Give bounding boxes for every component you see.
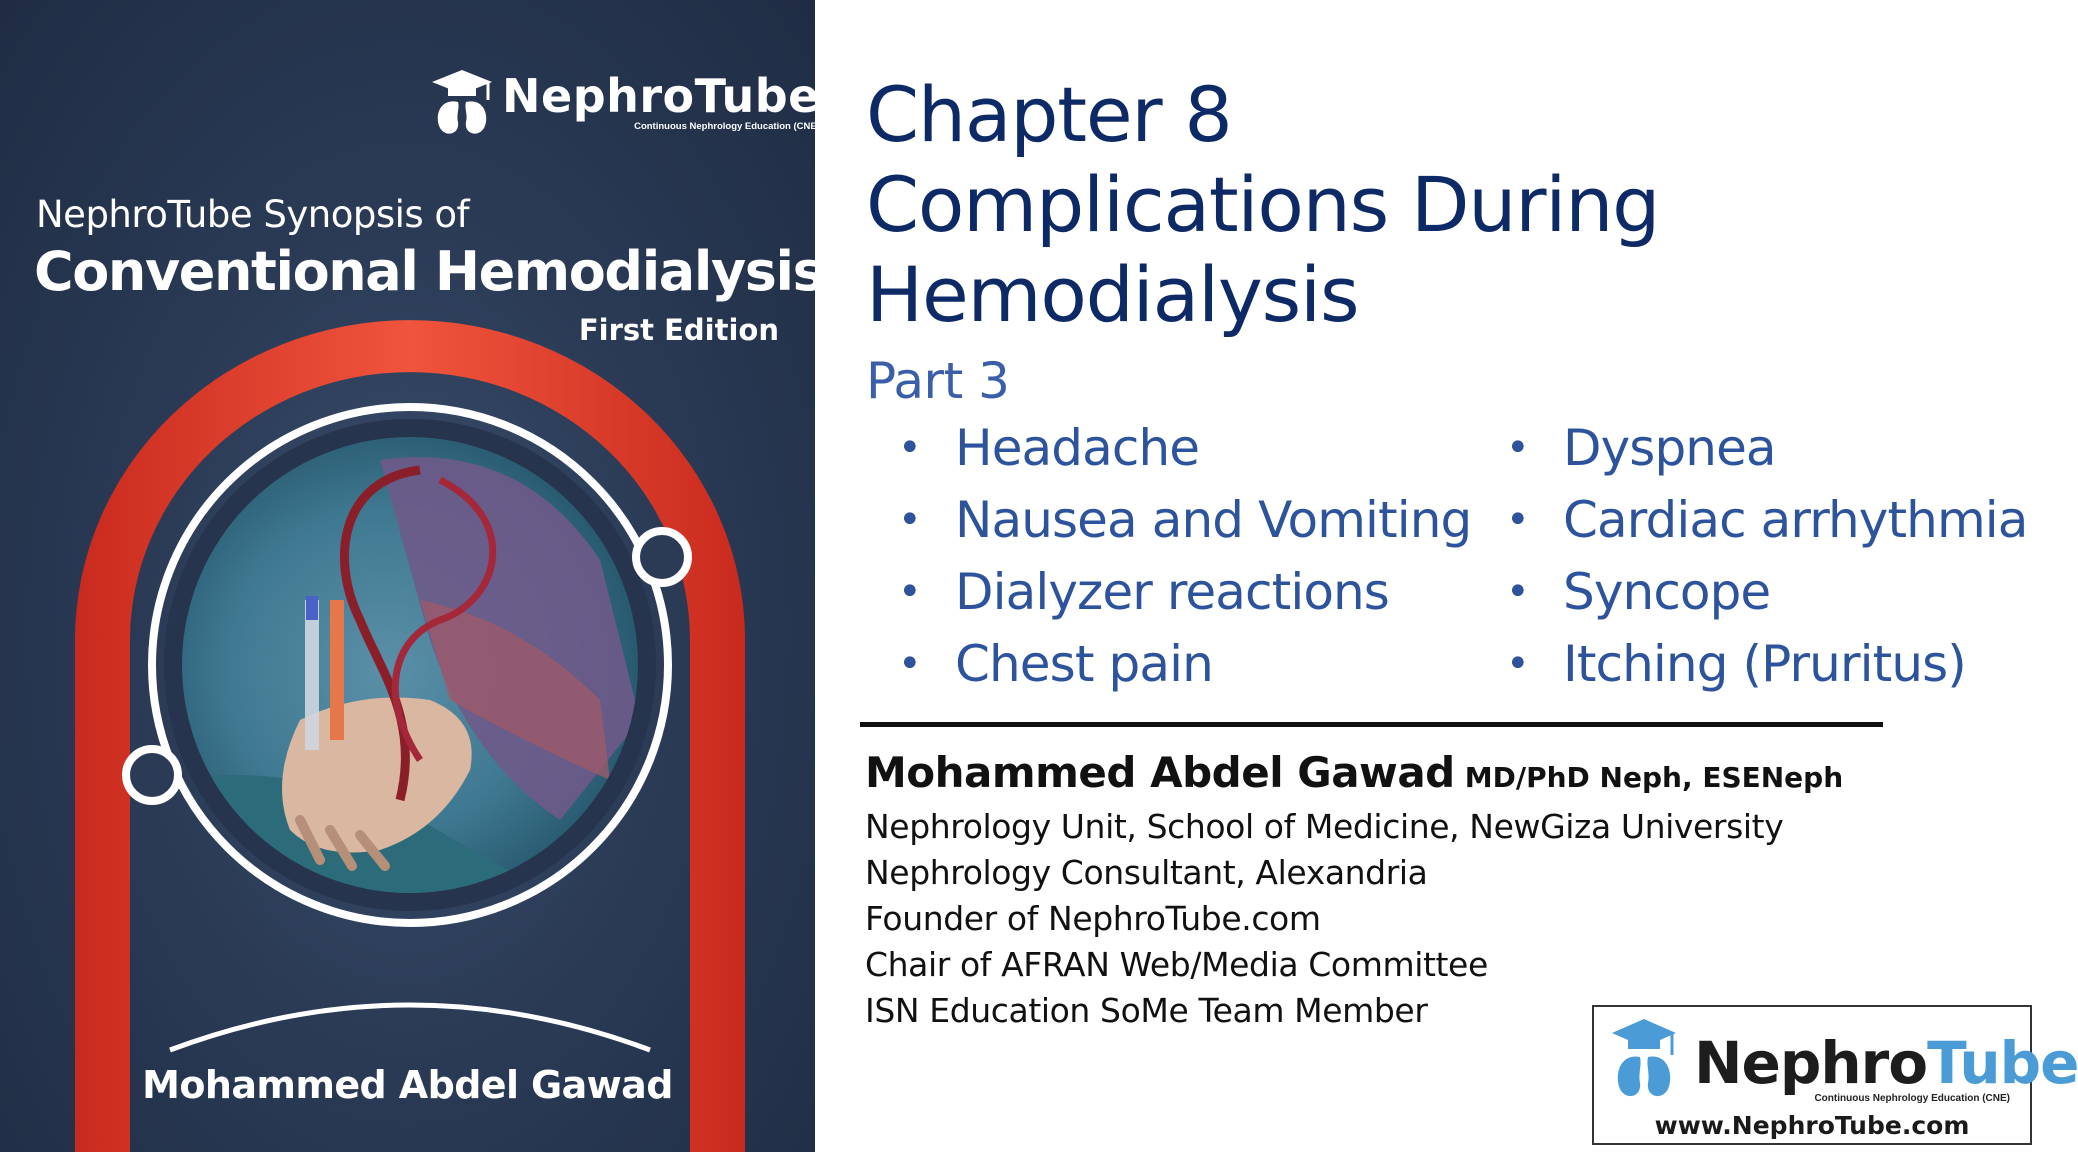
bullet-icon: • xyxy=(1506,425,1529,471)
topic-item: • Nausea and Vomiting xyxy=(898,484,1471,556)
topic-item: • Headache xyxy=(898,412,1471,484)
logo-url: www.NephroTube.com xyxy=(1654,1111,1970,1140)
graduation-kidney-icon xyxy=(1610,1015,1678,1103)
bullet-icon: • xyxy=(1506,569,1529,615)
author-affiliations xyxy=(865,804,1783,1034)
affiliation-line: Nephrology Consultant, Alexandria xyxy=(865,853,1428,892)
nephrotube-logo-box xyxy=(1592,1005,2078,1145)
logo-tagline: Continuous Nephrology Education (CNE) xyxy=(1814,1093,2010,1104)
logo-name: NephroTube xyxy=(1694,1029,2078,1097)
topic-item: • Dialyzer reactions xyxy=(898,556,1471,628)
topic-item: • Cardiac arrhythmia xyxy=(1506,484,2028,556)
graduation-kidney-icon xyxy=(430,66,494,138)
bullet-icon: • xyxy=(1506,641,1529,687)
topic-list-right xyxy=(1506,412,2028,700)
author-credentials: MD/PhD Neph, ESENeph xyxy=(1464,761,1844,794)
cover-artwork xyxy=(0,0,815,1152)
bottom-arc xyxy=(170,1005,650,1050)
author-heading xyxy=(865,748,1843,797)
topic-item: • Dyspnea xyxy=(1506,412,2028,484)
topic-item: • Syncope xyxy=(1506,556,2028,628)
cover-book-title: Conventional Hemodialysis xyxy=(34,240,824,303)
divider-line xyxy=(860,722,1883,727)
part-label: Part 3 xyxy=(866,352,1010,410)
cover-edition: First Edition xyxy=(578,313,779,347)
cover-series: NephroTube Synopsis of xyxy=(36,193,470,236)
cover-brand-logo xyxy=(430,66,820,138)
bullet-icon: • xyxy=(898,497,921,543)
affiliation-line: Nephrology Unit, School of Medicine, NewGiza University xyxy=(865,807,1784,846)
cover-brand-name: NephroTube xyxy=(502,68,820,123)
topic-item: • Chest pain xyxy=(898,628,1471,700)
chapter-title-line: Chapter 8 xyxy=(866,70,1232,159)
author-name: Mohammed Abdel Gawad xyxy=(865,748,1455,797)
chapter-title-line: Complications During xyxy=(866,160,1660,249)
affiliation-line: Chair of AFRAN Web/Media Committee xyxy=(865,945,1488,984)
chapter-title-line: Hemodialysis xyxy=(866,250,1359,339)
affiliation-line: ISN Education SoMe Team Member xyxy=(865,991,1428,1030)
cover-brand-tagline: Continuous Nephrology Education (CNE) xyxy=(634,120,820,132)
bullet-icon: • xyxy=(898,569,921,615)
bullet-icon: • xyxy=(1506,497,1529,543)
chapter-title xyxy=(866,70,1659,340)
cover-author: Mohammed Abdel Gawad xyxy=(142,1063,673,1107)
topic-item: • Itching (Pruritus) xyxy=(1506,628,2028,700)
affiliation-line: Founder of NephroTube.com xyxy=(865,899,1321,938)
ring-right xyxy=(636,531,688,583)
book-cover xyxy=(0,0,824,1152)
bullet-icon: • xyxy=(898,641,921,687)
ring-left xyxy=(126,749,178,801)
topic-list-left xyxy=(898,412,1471,700)
bullet-icon: • xyxy=(898,425,921,471)
